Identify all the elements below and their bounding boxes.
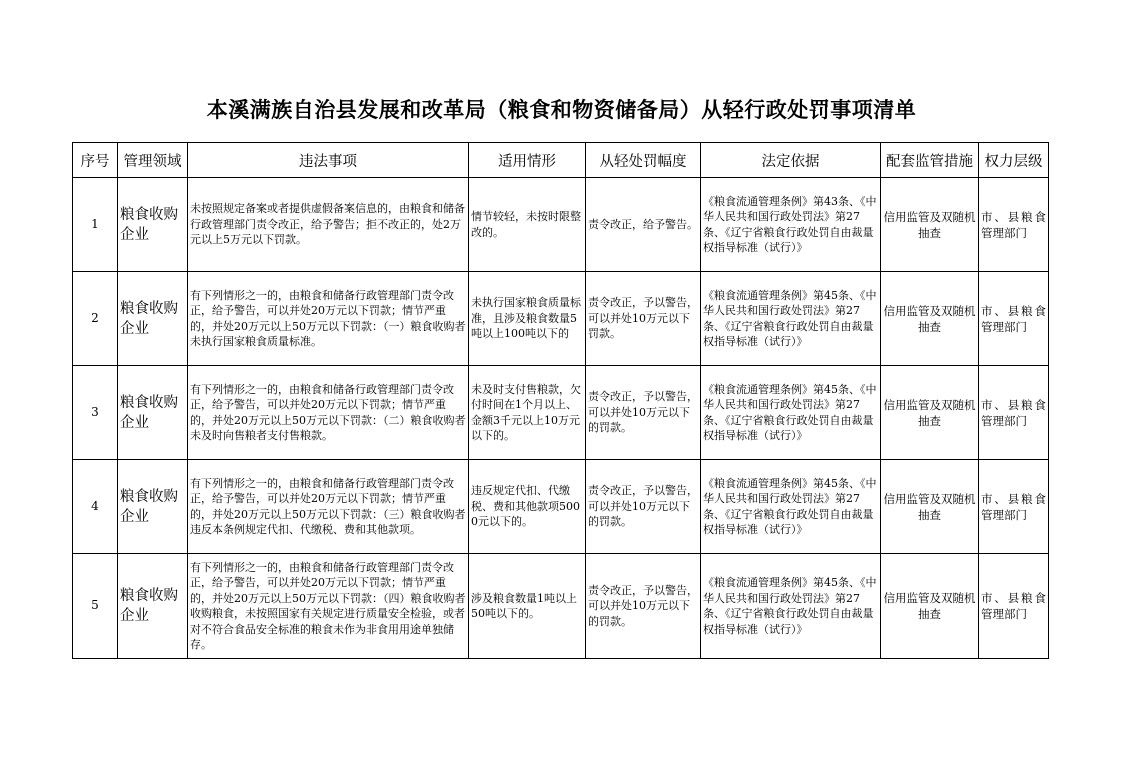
cell-penalty: 责令改正，予以警告，可以并处10万元以下罚款。	[586, 272, 701, 366]
table-row	[73, 178, 1049, 272]
cell-measure: 信用监管及双随机抽查	[881, 554, 979, 659]
page-title: 本溪满族自治县发展和改革局（粮食和物资储备局）从轻行政处罚事项清单	[206, 97, 917, 122]
header-level: 权力层级	[979, 143, 1049, 178]
cell-situation: 情节较轻，未按时限整改的。	[469, 178, 586, 272]
cell-seq: 3	[73, 366, 118, 460]
cell-measure: 信用监管及双随机抽查	[881, 460, 979, 554]
cell-basis: 《粮食流通管理条例》第45条、《中华人民共和国行政处罚法》第27条、《辽宁省粮食行政处罚自由裁量权指导标准（试行）》	[701, 460, 881, 554]
cell-domain: 粮食收购企业	[118, 554, 188, 659]
header-seq: 序号	[73, 143, 118, 178]
header-basis: 法定依据	[701, 143, 881, 178]
cell-level: 市、县粮食管理部门	[979, 178, 1049, 272]
cell-seq: 1	[73, 178, 118, 272]
cell-measure: 信用监管及双随机抽查	[881, 178, 979, 272]
cell-violation: 有下列情形之一的，由粮食和储备行政管理部门责令改正，给予警告，可以并处20万元以下罚款；情节严重的，并处20万元以上50万元以下罚款：（二）粮食收购者未及时向售粮者支付售粮款。	[188, 366, 469, 460]
cell-penalty: 责令改正，给予警告。	[586, 178, 701, 272]
cell-level: 市、县粮食管理部门	[979, 366, 1049, 460]
cell-seq: 2	[73, 272, 118, 366]
table-row	[73, 366, 1049, 460]
cell-basis: 《粮食流通管理条例》第45条、《中华人民共和国行政处罚法》第27条、《辽宁省粮食行政处罚自由裁量权指导标准（试行）》	[701, 554, 881, 659]
table-header-row	[73, 143, 1049, 178]
cell-situation: 涉及粮食数量1吨以上50吨以下的。	[469, 554, 586, 659]
cell-level: 市、县粮食管理部门	[979, 460, 1049, 554]
cell-penalty: 责令改正，予以警告，可以并处10万元以下的罚款。	[586, 460, 701, 554]
cell-level: 市、县粮食管理部门	[979, 272, 1049, 366]
cell-situation: 未及时支付售粮款，欠付时间在1个月以上、金额3千元以上10万元以下的。	[469, 366, 586, 460]
cell-domain: 粮食收购企业	[118, 460, 188, 554]
cell-violation: 有下列情形之一的，由粮食和储备行政管理部门责令改正，给予警告，可以并处20万元以下罚款；情节严重的，并处20万元以上50万元以下罚款：（三）粮食收购者违反本条例规定代扣、代缴税、费和其他款项。	[188, 460, 469, 554]
cell-violation: 有下列情形之一的，由粮食和储备行政管理部门责令改正，给予警告，可以并处20万元以下罚款；情节严重的，并处20万元以上50万元以下罚款：（一）粮食收购者未执行国家粮食质量标准。	[188, 272, 469, 366]
cell-level: 市、县粮食管理部门	[979, 554, 1049, 659]
penalty-table	[72, 142, 1049, 659]
cell-violation: 未按照规定备案或者提供虚假备案信息的，由粮食和储备行政管理部门责令改正，给予警告；拒不改正的，处2万元以上5万元以下罚款。	[188, 178, 469, 272]
cell-seq: 4	[73, 460, 118, 554]
cell-measure: 信用监管及双随机抽查	[881, 272, 979, 366]
cell-measure: 信用监管及双随机抽查	[881, 366, 979, 460]
cell-violation: 有下列情形之一的，由粮食和储备行政管理部门责令改正，给予警告，可以并处20万元以下罚款；情节严重的，并处20万元以上50万元以下罚款：（四）粮食收购者收购粮食，未按照国家有关规定进行质量安全检验，或者对不符合食品安全标准的粮食未作为非食用用途单独储存。	[188, 554, 469, 659]
header-penalty: 从轻处罚幅度	[586, 143, 701, 178]
cell-domain: 粮食收购企业	[118, 366, 188, 460]
cell-basis: 《粮食流通管理条例》第45条、《中华人民共和国行政处罚法》第27条、《辽宁省粮食行政处罚自由裁量权指导标准（试行）》	[701, 272, 881, 366]
table-row	[73, 272, 1049, 366]
header-measure: 配套监管措施	[881, 143, 979, 178]
cell-domain: 粮食收购企业	[118, 272, 188, 366]
header-violation: 违法事项	[188, 143, 469, 178]
header-situation: 适用情形	[469, 143, 586, 178]
header-domain: 管理领域	[118, 143, 188, 178]
cell-basis: 《粮食流通管理条例》第43条、《中华人民共和国行政处罚法》第27条、《辽宁省粮食行政处罚自由裁量权指导标准（试行）》	[701, 178, 881, 272]
cell-domain: 粮食收购企业	[118, 178, 188, 272]
cell-seq: 5	[73, 554, 118, 659]
cell-situation: 违反规定代扣、代缴税、费和其他款项5000元以下的。	[469, 460, 586, 554]
table-row	[73, 460, 1049, 554]
cell-penalty: 责令改正，予以警告，可以并处10万元以下的罚款。	[586, 366, 701, 460]
cell-situation: 未执行国家粮食质量标准，且涉及粮食数量5吨以上100吨以下的	[469, 272, 586, 366]
cell-basis: 《粮食流通管理条例》第45条、《中华人民共和国行政处罚法》第27条、《辽宁省粮食行政处罚自由裁量权指导标准（试行）》	[701, 366, 881, 460]
cell-penalty: 责令改正，予以警告，可以并处10万元以下的罚款。	[586, 554, 701, 659]
table-row	[73, 554, 1049, 659]
